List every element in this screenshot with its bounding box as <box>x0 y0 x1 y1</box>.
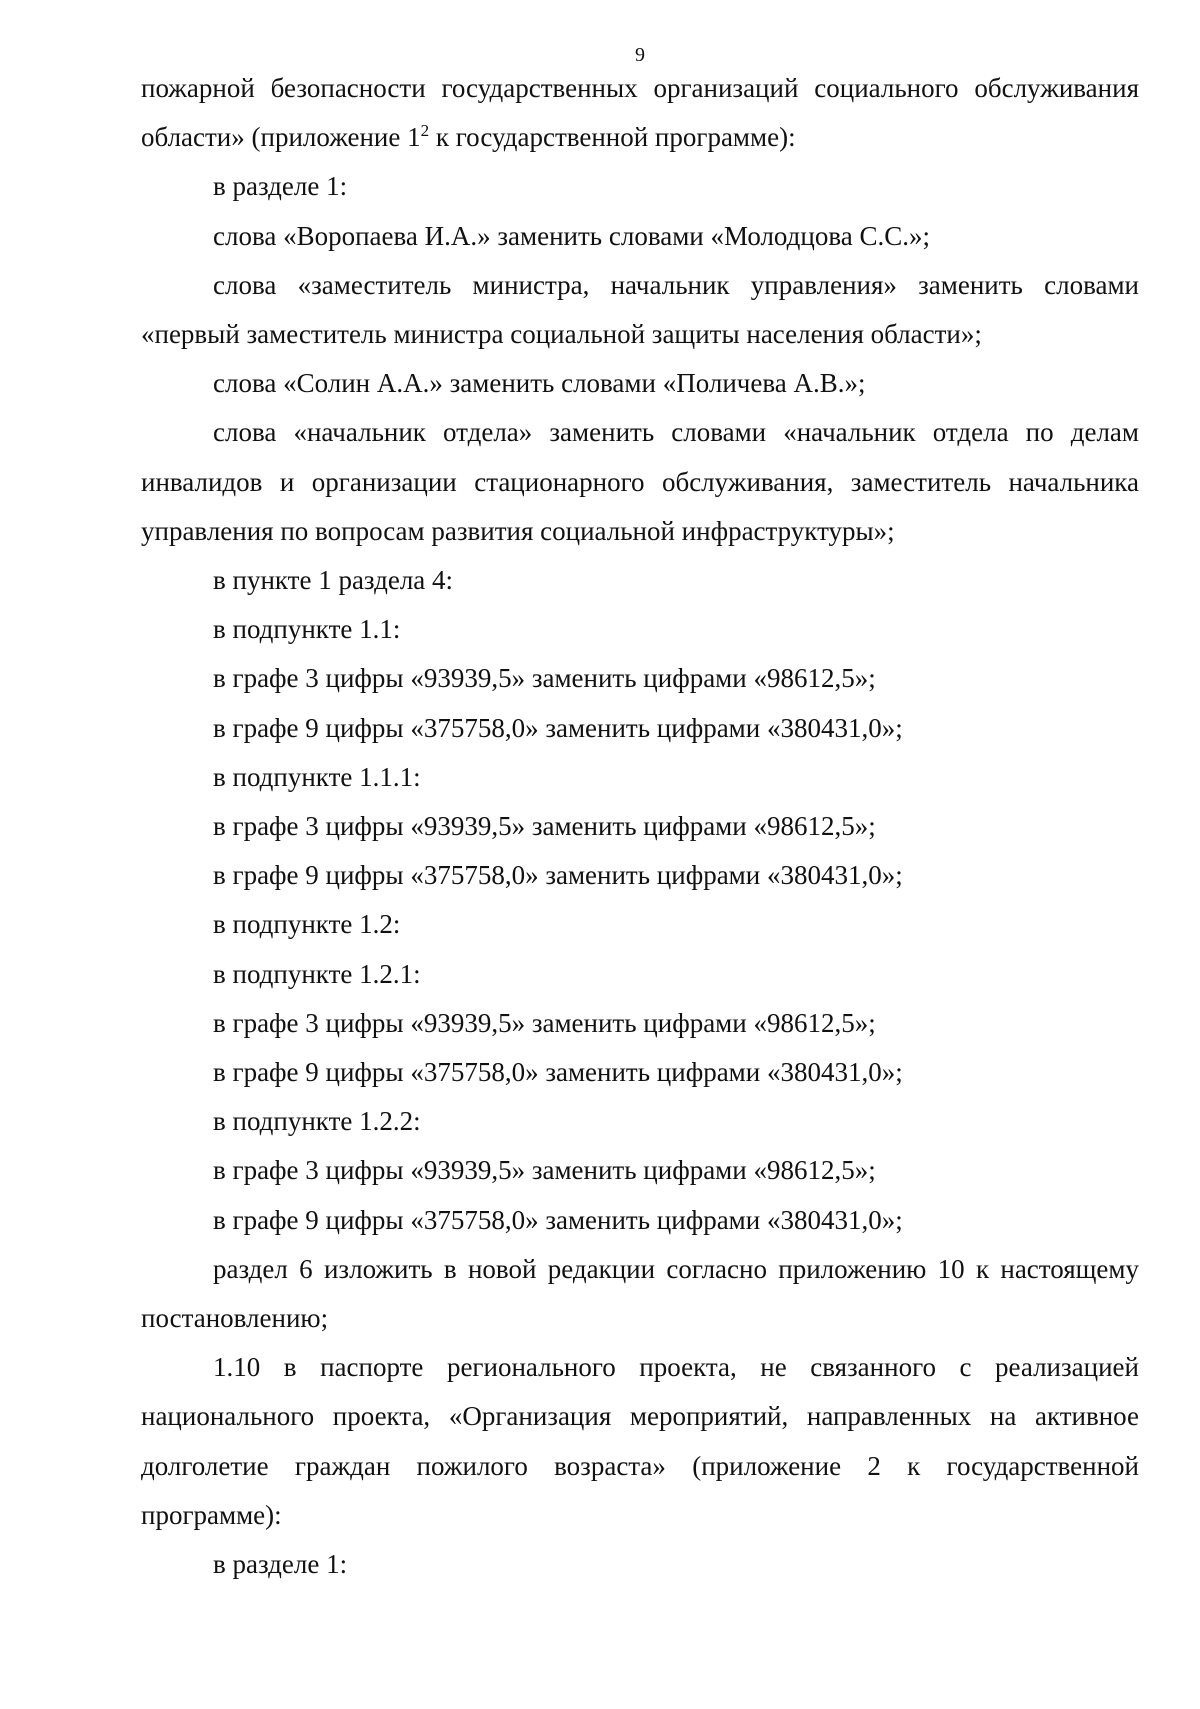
superscript: 2 <box>420 121 430 141</box>
paragraph: в графе 9 цифры «375758,0» заменить цифрами «380431,0»; <box>213 712 903 743</box>
paragraph: в графе 9 цифры «375758,0» заменить цифрами «380431,0»; <box>213 1057 903 1088</box>
paragraph: раздел 6 изложить в новой редакции согласно приложению 10 к настоящему постановлению; <box>141 1253 1139 1334</box>
paragraph: в подпункте 1.1.1: <box>213 761 421 792</box>
paragraph: в графе 9 цифры «375758,0» заменить цифрами «380431,0»; <box>213 1204 903 1235</box>
paragraph: в подпункте 1.2.1: <box>213 958 421 989</box>
paragraph: в разделе 1: <box>213 171 348 202</box>
paragraph: в графе 3 цифры «93939,5» заменить цифрами «98612,5»; <box>213 1155 876 1186</box>
document-body <box>141 64 1139 1589</box>
paragraph: в подпункте 1.2: <box>213 909 401 940</box>
paragraph: в графе 9 цифры «375758,0» заменить цифрами «380431,0»; <box>213 860 903 891</box>
page-number: 9 <box>635 44 645 66</box>
paragraph: слова «Солин А.А.» заменить словами «Поличева А.В.»; <box>213 368 866 399</box>
paragraph: в подпункте 1.2.2: <box>213 1106 421 1137</box>
paragraph: 1.10 в паспорте регионального проекта, не связанного с реализацией национального проекта, «Организация мероприятий, направленных на активное долголетие граждан пожилого возраста» (приложение 2 к государственной программе): <box>141 1352 1139 1530</box>
paragraph: пожарной безопасности государственных организаций социального обслуживания области» (приложение $1^2$ к государственной программе): <box>141 73 1139 153</box>
paragraph: в пункте 1 раздела 4: <box>213 565 454 596</box>
paragraph: в графе 3 цифры «93939,5» заменить цифрами «98612,5»; <box>213 1007 876 1038</box>
paragraph: слова «начальник отдела» заменить словами «начальник отдела по делам инвалидов и организации стационарного обслуживания, заместитель начальника управления по вопросам развития социальной инфраструктуры»; <box>141 417 1139 546</box>
paragraph: в графе 3 цифры «93939,5» заменить цифрами «98612,5»; <box>213 663 876 694</box>
paragraph: в подпункте 1.1: <box>213 614 401 645</box>
paragraph: слова «заместитель министра, начальник управления» заменить словами «первый заместитель министра социальной защиты населения области»; <box>141 269 1139 350</box>
paragraph: в разделе 1: <box>213 1549 348 1580</box>
paragraph: в графе 3 цифры «93939,5» заменить цифрами «98612,5»; <box>213 811 876 842</box>
paragraph: слова «Воропаева И.А.» заменить словами «Молодцова С.С.»; <box>213 220 930 251</box>
